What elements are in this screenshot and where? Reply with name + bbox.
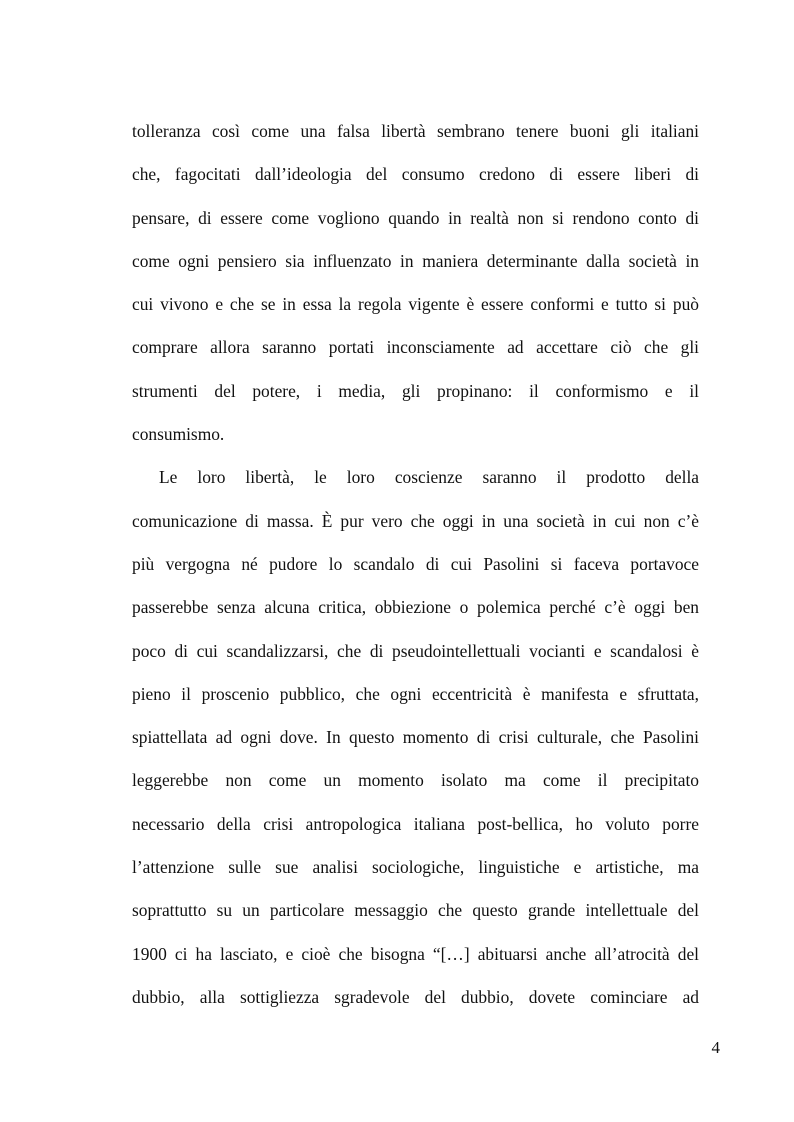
text-line: più vergogna né pudore lo scandalo di cui Pasolini si faceva portavoce	[132, 553, 699, 574]
text-line: passerebbe senza alcuna critica, obbiezione o polemica perché c’è oggi ben	[132, 597, 699, 618]
text-line: pieno il proscenio pubblico, che ogni eccentricità è manifesta e sfruttata,	[132, 683, 699, 704]
text-line: necessario della crisi antropologica italiana post-bellica, ho voluto porre	[132, 813, 699, 834]
text-line: comunicazione di massa. È pur vero che oggi in una società in cui non c’è	[132, 510, 699, 531]
body-text	[132, 110, 699, 1019]
text-line: come ogni pensiero sia influenzato in maniera determinante dalla società in	[132, 250, 699, 271]
text-line: tolleranza così come una falsa libertà sembrano tenere buoni gli italiani	[132, 121, 699, 141]
text-line: spiattellata ad ogni dove. In questo momento di crisi culturale, che Pasolini	[132, 727, 699, 748]
text-line: cui vivono e che se in essa la regola vigente è essere conformi e tutto si può	[132, 294, 699, 315]
text-line: consumismo.	[132, 424, 225, 445]
paragraph-first-line: Le loro libertà, le loro coscienze saranno il prodotto della	[159, 467, 699, 488]
text-line: dubbio, alla sottigliezza sgradevole del dubbio, dovete cominciare ad	[132, 986, 699, 1007]
text-line: che, fagocitati dall’ideologia del consumo credono di essere liberi di	[132, 164, 699, 185]
page-number: 4	[711, 1038, 720, 1057]
text-line: strumenti del potere, i media, gli propinano: il conformismo e il	[132, 380, 699, 401]
text-line: comprare allora saranno portati inconsciamente ad accettare ciò che gli	[132, 337, 699, 358]
text-line: leggerebbe non come un momento isolato ma come il precipitato	[132, 770, 699, 791]
text-line: l’attenzione sulle sue analisi sociologiche, linguistiche e artistiche, ma	[132, 857, 699, 878]
text-line: 1900 ci ha lasciato, e cioè che bisogna “[…] abituarsi anche all’atrocità del	[132, 943, 699, 964]
text-line: pensare, di essere come vogliono quando in realtà non si rendono conto di	[132, 207, 699, 228]
text-line: poco di cui scandalizzarsi, che di pseudointellettuali vocianti e scandalosi è	[132, 640, 699, 661]
text-line: soprattutto su un particolare messaggio che questo grande intellettuale del	[132, 900, 699, 921]
